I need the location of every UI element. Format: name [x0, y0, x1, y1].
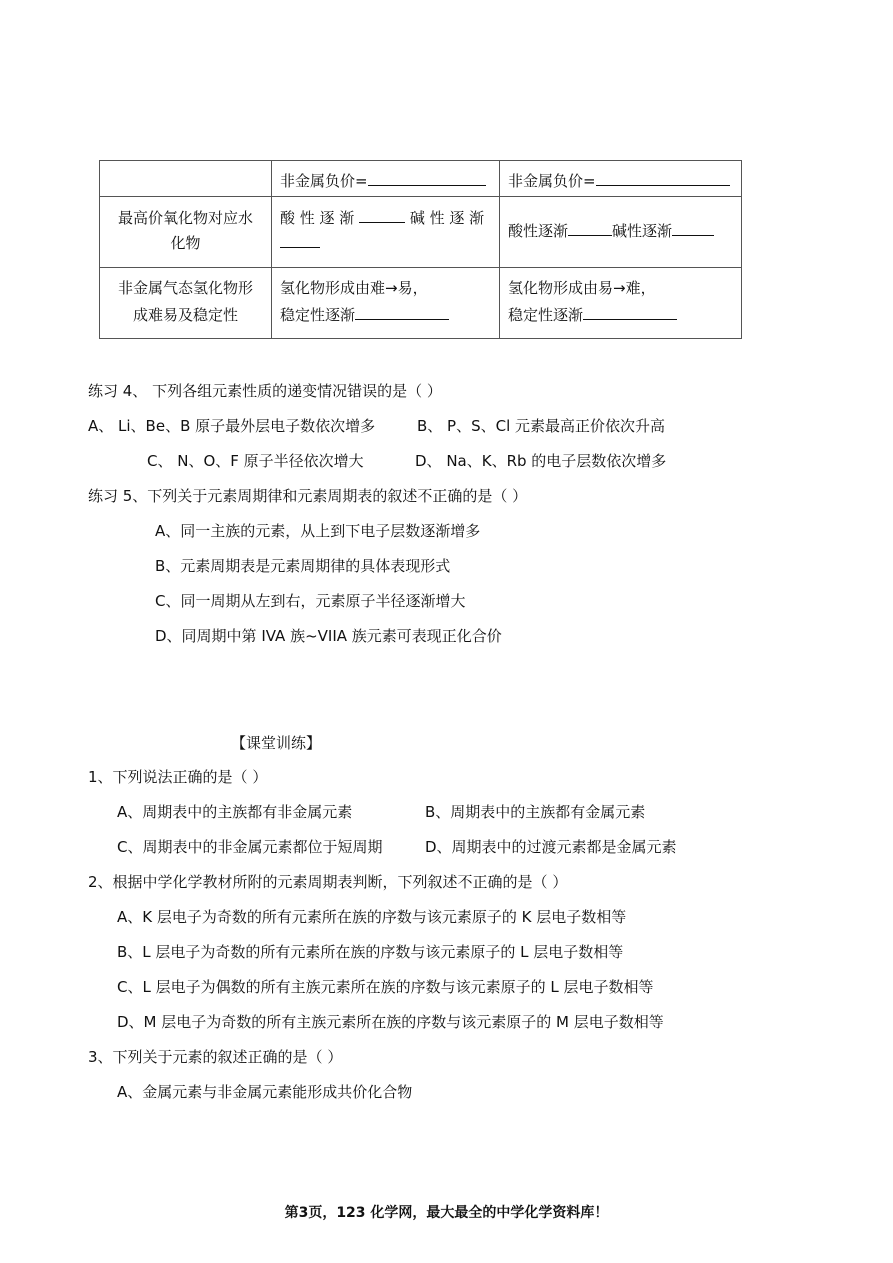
- cell-text: 稳定性逐渐: [280, 306, 356, 324]
- cell-text: 氢化物形成由易→难，: [508, 279, 656, 297]
- table-row: [100, 268, 742, 339]
- answer-blank[interactable]: [672, 219, 714, 236]
- exercise-4-option-d: D、 Na、K、Rb 的电子层数依次增多: [415, 452, 667, 470]
- table-cell: [100, 197, 272, 268]
- table-row: [100, 161, 742, 197]
- question-2-option-d: D、M 层电子为奇数的所有主族元素所在族的序数与该元素原子的 M 层电子数相等: [117, 1013, 664, 1031]
- exercise-5-option-c: C、同一周期从左到右，元素原子半径逐渐增大: [155, 592, 466, 610]
- question-2-option-b: B、L 层电子为奇数的所有元素所在族的序数与该元素原子的 L 层电子数相等: [117, 943, 624, 961]
- answer-blank[interactable]: [596, 169, 730, 186]
- table-row: [100, 197, 742, 268]
- comparison-table: [99, 160, 742, 339]
- cell-text: 非金属负价=: [508, 172, 596, 190]
- page-footer: 第3页，123 化学网，最大最全的中学化学资料库！: [284, 1205, 609, 1221]
- table-cell: [500, 161, 742, 197]
- row-label-line: 化物: [170, 234, 201, 252]
- cell-text: 酸 性 逐 渐: [280, 209, 355, 227]
- exercise-5-question: 练习 5、下列关于元素周期律和元素周期表的叙述不正确的是（ ）: [88, 487, 528, 505]
- answer-blank[interactable]: [568, 219, 612, 236]
- row-label-line: 最高价氧化物对应水: [117, 209, 253, 227]
- exercise-5-option-d: D、同周期中第 IVA 族~VIIA 族元素可表现正化合价: [155, 627, 502, 645]
- cell-text: 酸性逐渐: [508, 222, 569, 240]
- cell-text: 碱性逐渐: [612, 222, 673, 240]
- exercise-4-option-c: C、 N、O、F 原子半径依次增大: [147, 452, 364, 470]
- cell-text: 碱 性 逐 渐: [409, 209, 485, 227]
- exercise-4-option-a: A、 Li、Be、B 原子最外层电子数依次增多: [88, 417, 376, 435]
- cell-text: 氢化物形成由难→易，: [280, 279, 428, 297]
- question-2: 2、根据中学化学教材所附的元素周期表判断，下列叙述不正确的是（ ）: [88, 873, 568, 891]
- table-cell-empty: [100, 161, 272, 197]
- table-cell: [500, 197, 742, 268]
- table-cell: [272, 268, 500, 339]
- exercise-5-option-b: B、元素周期表是元素周期律的具体表现形式: [155, 557, 451, 575]
- table-cell: [500, 268, 742, 339]
- question-1: 1、下列说法正确的是（ ）: [88, 768, 268, 786]
- answer-blank[interactable]: [368, 169, 486, 186]
- row-label-line: 成难易及稳定性: [132, 306, 238, 324]
- table-cell: [100, 268, 272, 339]
- question-1-option-a: A、周期表中的主族都有非金属元素: [117, 803, 353, 821]
- cell-text: 非金属负价=: [280, 172, 368, 190]
- question-3: 3、下列关于元素的叙述正确的是（ ）: [88, 1048, 343, 1066]
- answer-blank[interactable]: [583, 303, 677, 320]
- table-cell: [272, 197, 500, 268]
- question-1-option-c: C、周期表中的非金属元素都位于短周期: [117, 838, 383, 856]
- answer-blank[interactable]: [359, 206, 405, 223]
- question-3-option-a: A、金属元素与非金属元素能形成共价化合物: [117, 1083, 413, 1101]
- table-cell: [272, 161, 500, 197]
- question-2-option-a: A、K 层电子为奇数的所有元素所在族的序数与该元素原子的 K 层电子数相等: [117, 908, 627, 926]
- exercise-4-question: 练习 4、 下列各组元素性质的递变情况错误的是（ ）: [88, 382, 442, 400]
- answer-blank[interactable]: [355, 303, 449, 320]
- row-label-line: 非金属气态氢化物形: [117, 279, 253, 297]
- question-2-option-c: C、L 层电子为偶数的所有主族元素所在族的序数与该元素原子的 L 层电子数相等: [117, 978, 654, 996]
- cell-text: 稳定性逐渐: [508, 306, 584, 324]
- question-1-option-d: D、周期表中的过渡元素都是金属元素: [425, 838, 677, 856]
- answer-blank[interactable]: [280, 231, 320, 248]
- question-1-option-b: B、周期表中的主族都有金属元素: [425, 803, 646, 821]
- exercise-5-option-a: A、同一主族的元素，从上到下电子层数逐渐增多: [155, 522, 481, 540]
- section-title: 【课堂训练】: [231, 734, 322, 752]
- exercise-4-option-b: B、 P、S、Cl 元素最高正价依次升高: [417, 417, 666, 435]
